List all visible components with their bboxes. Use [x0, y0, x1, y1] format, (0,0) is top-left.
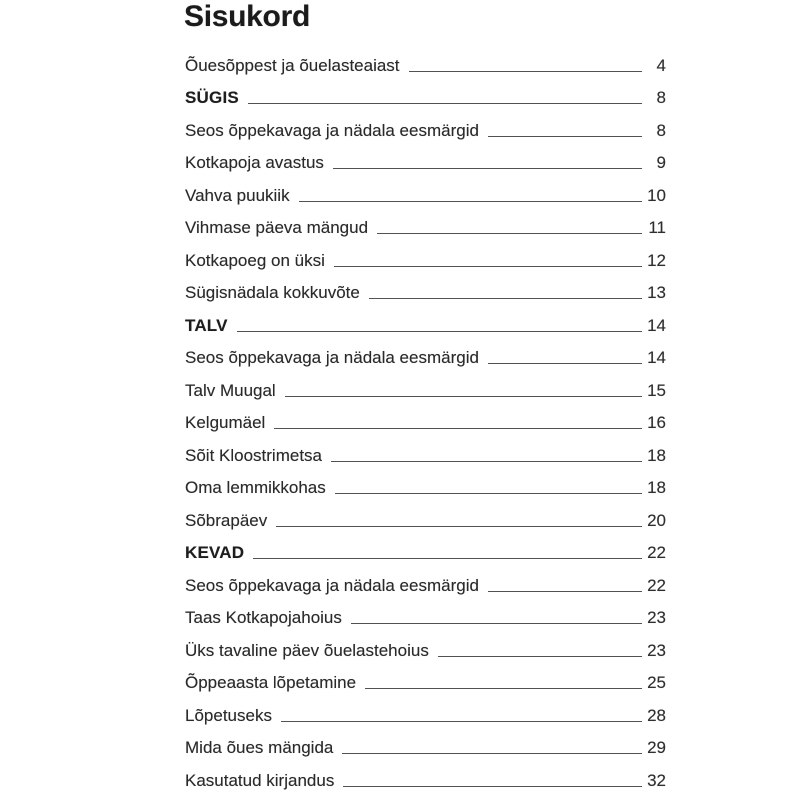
toc-page-number: 22 [647, 575, 666, 595]
page-title: Sisukord [184, 0, 310, 33]
toc-page-number: 11 [648, 218, 666, 237]
toc-entry-label: Õuesõppest ja õuelasteaiast [185, 55, 400, 75]
toc-page-number: 8 [656, 88, 666, 107]
toc-page-number: 14 [647, 315, 666, 335]
toc-row [185, 272, 666, 305]
toc-entry-label: Seos õppekavaga ja nädala eesmärgid [185, 575, 479, 595]
toc-entry-label: Sügisnädala kokkuvõte [185, 283, 360, 302]
toc-page-number: 9 [656, 153, 666, 172]
toc-page-number: 13 [647, 283, 666, 302]
leader-line [377, 233, 642, 234]
leader-line [281, 721, 642, 722]
leader-line [276, 526, 642, 527]
toc-row [185, 467, 666, 500]
leader-line [438, 656, 642, 657]
toc-row [185, 239, 666, 272]
toc-page-number: 23 [647, 640, 666, 660]
toc-entry-label: Taas Kotkapojahoius [185, 608, 342, 627]
toc-entry-label: Kotkapoja avastus [185, 153, 324, 172]
leader-line [253, 558, 642, 559]
leader-line [285, 396, 642, 397]
toc-row [185, 369, 666, 402]
toc-entry-label: Sõbrapäev [185, 510, 268, 530]
leader-line [488, 136, 642, 137]
toc-page-number: 28 [647, 705, 666, 725]
toc-entry-label: Õppeaasta lõpetamine [185, 673, 357, 692]
toc-page-number: 4 [656, 55, 666, 75]
toc-row [185, 44, 666, 77]
leader-line [351, 623, 642, 624]
toc-row [185, 142, 666, 175]
toc-entry-label: Sõit Kloostrimetsa [185, 445, 322, 465]
toc-row [185, 174, 666, 207]
toc-row [185, 499, 666, 532]
toc-page-number: 18 [647, 478, 666, 497]
toc-page-number: 10 [647, 185, 666, 205]
toc-page-number: 16 [647, 413, 666, 432]
leader-line [334, 266, 642, 267]
toc-entry-label: Oma lemmikkohas [185, 478, 326, 497]
toc-row [185, 662, 666, 695]
toc-page-number: 14 [647, 348, 666, 367]
leader-line [369, 298, 642, 299]
toc-entry-label: Kelgumäel [185, 413, 266, 432]
toc-row [185, 304, 666, 337]
toc-row [185, 77, 666, 110]
toc-row [185, 564, 666, 597]
toc-row [185, 434, 666, 467]
toc-page-number: 25 [647, 673, 666, 692]
leader-line [409, 71, 642, 72]
toc-page-number: 20 [647, 510, 666, 530]
toc-row [185, 759, 666, 792]
toc-row [185, 532, 666, 565]
toc-page-number: 8 [656, 120, 666, 140]
leader-line [488, 363, 642, 364]
leader-line [237, 331, 642, 332]
leader-line [299, 201, 642, 202]
toc-page-number: 15 [647, 380, 666, 400]
toc-row [185, 629, 666, 662]
toc-page-number: 29 [647, 738, 666, 757]
toc-page-number: 32 [647, 770, 666, 790]
toc-entry-label: Lõpetuseks [185, 705, 272, 725]
toc-row [185, 402, 666, 435]
toc-entry-label: Seos õppekavaga ja nädala eesmärgid [185, 348, 479, 367]
leader-line [331, 461, 642, 462]
toc-page-number: 12 [647, 250, 666, 270]
toc-entry-label: Vihmase päeva mängud [185, 218, 369, 237]
toc-page-number: 22 [647, 543, 666, 562]
toc-entry-label: KEVAD [185, 543, 245, 562]
leader-line [365, 688, 642, 689]
leader-line [342, 753, 642, 754]
leader-line [274, 428, 642, 429]
leader-line [343, 786, 642, 787]
toc-entry-label: Üks tavaline päev õuelastehoius [185, 640, 429, 660]
toc-row [185, 597, 666, 630]
toc-entry-label: SÜGIS [185, 88, 239, 107]
toc-page-number: 23 [647, 608, 666, 627]
toc-row [185, 727, 666, 760]
leader-line [248, 103, 642, 104]
toc-entry-label: Kasutatud kirjandus [185, 770, 335, 790]
leader-line [488, 591, 642, 592]
toc-entry-label: TALV [185, 315, 228, 335]
leader-line [335, 493, 642, 494]
toc-row [185, 109, 666, 142]
table-of-contents [185, 44, 666, 792]
toc-page-number: 18 [647, 445, 666, 465]
toc-entry-label: Mida õues mängida [185, 738, 334, 757]
toc-row [185, 207, 666, 240]
toc-row [185, 337, 666, 370]
leader-line [333, 168, 642, 169]
toc-entry-label: Talv Muugal [185, 380, 276, 400]
toc-row [185, 694, 666, 727]
toc-entry-label: Vahva puukiik [185, 185, 290, 205]
toc-entry-label: Kotkapoeg on üksi [185, 250, 325, 270]
toc-entry-label: Seos õppekavaga ja nädala eesmärgid [185, 120, 479, 140]
